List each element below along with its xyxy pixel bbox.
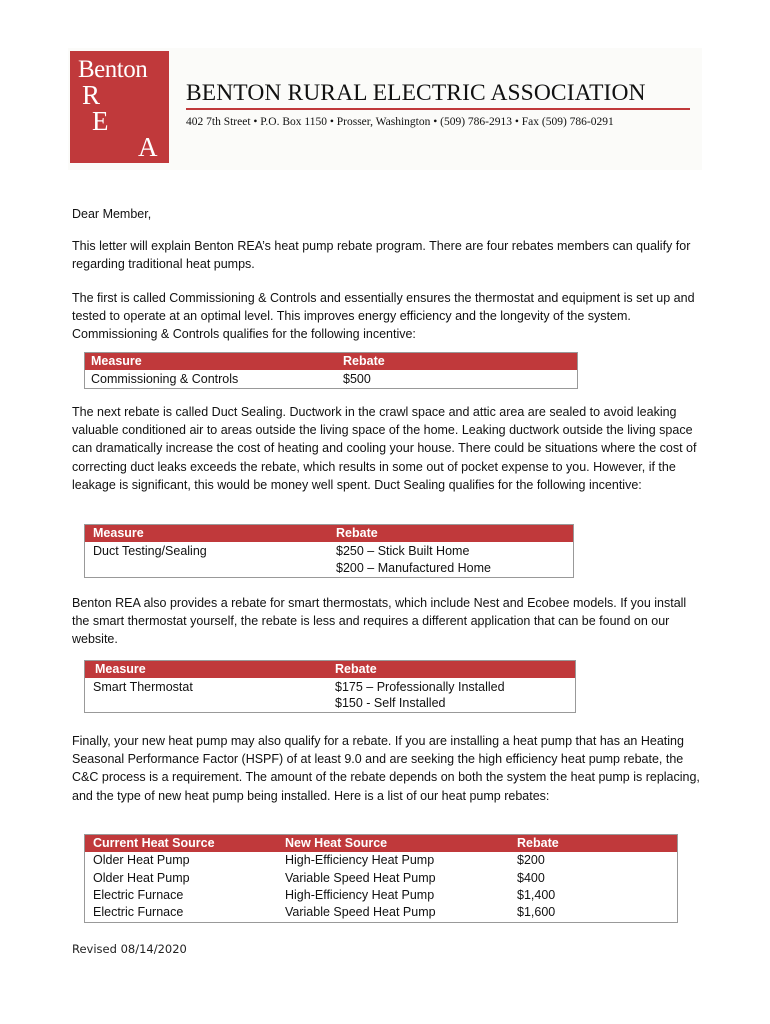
table-header	[85, 661, 575, 678]
commissioning-paragraph: The first is called Commissioning & Controls and essentially ensures the thermostat and equipment is set up and tested to operate at an optimal level. This improves energy efficiency and the longevity of the system. Commissioning & Controls qualifies for the following incentive:	[72, 291, 695, 342]
measure-cell: Commissioning & Controls	[91, 372, 239, 386]
header-measure: Measure	[95, 662, 146, 676]
rebate-cell: $175 – Professionally Installed	[335, 680, 505, 694]
rebate-cell: $500	[343, 372, 371, 386]
logo-line-3: E	[92, 106, 109, 136]
revision-date: Revised 08/14/2020	[72, 942, 187, 956]
header-measure: Measure	[93, 526, 144, 540]
table-header	[85, 835, 677, 852]
heat-pump-rebate-table	[84, 834, 678, 923]
duct-sealing-paragraph: The next rebate is called Duct Sealing. Ductwork in the crawl space and attic area are sealed to avoid leaking valuable conditioned air to areas outside the living space of the home. Leaking ductwork outside the living space can dramatically increase the cost of heating and cooling your house. There could be situations where the cost of correcting duct leaks exceeds the rebate, which results in some out of pocket expense to you. However, if the leakage is significant, this would be money well spent. Duct Sealing qualifies for the following incentive:	[72, 405, 697, 492]
table-cell: High-Efficiency Heat Pump	[285, 888, 435, 902]
rebate-cell: $200 – Manufactured Home	[336, 561, 491, 575]
table-cell: Older Heat Pump	[93, 853, 190, 867]
header-rebate: Rebate	[343, 354, 385, 368]
benton-rea-logo	[70, 51, 169, 163]
logo-line-4: A	[138, 132, 158, 162]
table-cell: High-Efficiency Heat Pump	[285, 853, 435, 867]
greeting: Dear Member,	[72, 207, 152, 221]
smart-thermostat-paragraph: Benton REA also provides a rebate for smart thermostats, which include Nest and Ecobee models. If you install the smart thermostat yourself, the rebate is less and requires a different application that can be found on our website.	[72, 596, 687, 647]
measure-cell: Smart Thermostat	[93, 680, 193, 694]
table-cell: $200	[517, 853, 545, 867]
commissioning-rebate-table	[84, 352, 578, 389]
rebate-cell: $150 - Self Installed	[335, 696, 446, 710]
table-cell: $1,400	[517, 888, 556, 902]
organization-address: 402 7th Street • P.O. Box 1150 • Prosser, Washington • (509) 786-2913 • Fax (509) 786-0291	[186, 116, 614, 128]
table-header	[85, 353, 577, 370]
table-header	[85, 525, 573, 542]
intro-paragraph: This letter will explain Benton REA’s heat pump rebate program. There are four rebates members can qualify for regarding traditional heat pumps.	[72, 239, 691, 272]
header-rebate: Rebate	[335, 662, 377, 676]
table-cell: Variable Speed Heat Pump	[285, 905, 436, 919]
organization-name: BENTON RURAL ELECTRIC ASSOCIATION	[186, 80, 646, 106]
header-new-heat-source: New Heat Source	[285, 836, 388, 850]
logo-line-2: R	[82, 80, 101, 110]
header-rebate: Rebate	[336, 526, 378, 540]
letterhead-rule	[186, 108, 690, 110]
letterhead	[68, 48, 702, 170]
table-cell: $400	[517, 871, 545, 885]
measure-cell: Duct Testing/Sealing	[93, 544, 207, 558]
header-measure: Measure	[91, 354, 142, 368]
table-cell: Electric Furnace	[93, 888, 184, 902]
rebate-cell: $250 – Stick Built Home	[336, 544, 470, 558]
header-rebate: Rebate	[517, 836, 559, 850]
duct-rebate-table	[84, 524, 574, 578]
logo-line-1: Benton	[78, 56, 148, 83]
table-cell: Older Heat Pump	[93, 871, 190, 885]
thermostat-rebate-table	[84, 660, 576, 713]
heat-pump-paragraph: Finally, your new heat pump may also qualify for a rebate. If you are installing a heat pump that has an Heating Seasonal Performance Factor (HSPF) of at least 9.0 and are seeking the high efficiency heat pump rebate, the C&C process is a requirement. The amount of the rebate depends on both the system the heat pump is replacing, and the type of new heat pump being installed. Here is a list of our heat pump rebates:	[72, 734, 700, 803]
table-cell: Variable Speed Heat Pump	[285, 871, 436, 885]
table-cell: Electric Furnace	[93, 905, 184, 919]
table-cell: $1,600	[517, 905, 556, 919]
header-current-heat-source: Current Heat Source	[93, 836, 215, 850]
